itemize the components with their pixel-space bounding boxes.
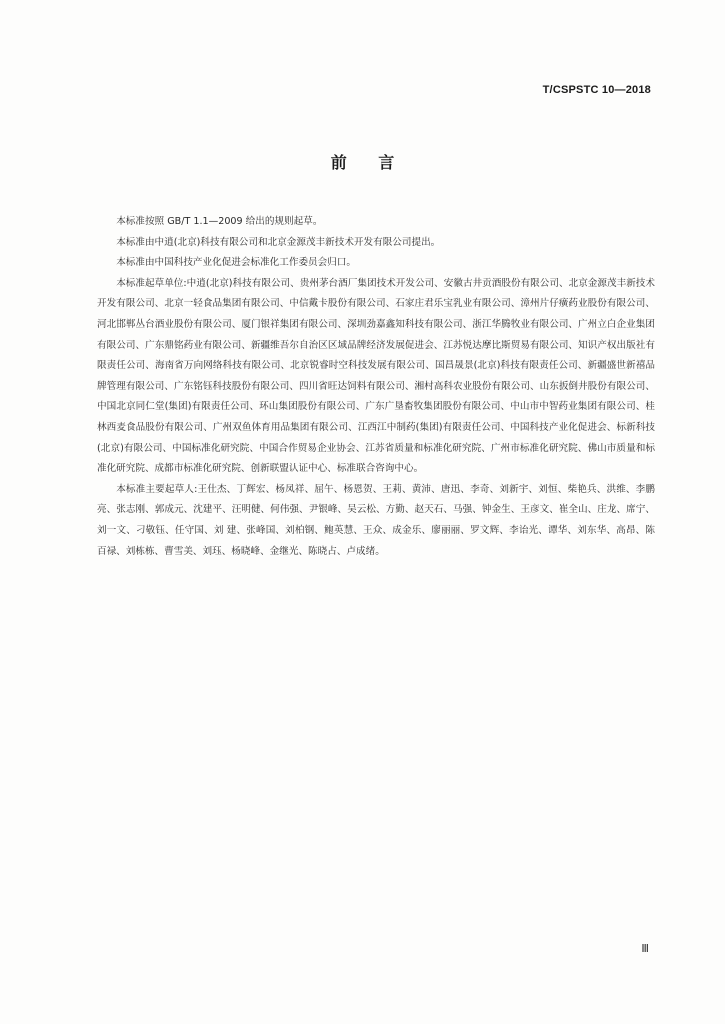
- paragraph-centralized-unit: 本标准由中国科技产业化促进会标准化工作委员会归口。: [116, 257, 357, 269]
- standard-code: T/CSPSTC 10—2018: [542, 84, 651, 96]
- paragraph-drafting-rules: 本标准按照 GB/T 1.1—2009 给出的规则起草。: [116, 216, 323, 227]
- page-title: 前 言: [330, 153, 395, 172]
- paragraph-drafting-units: 本标准起草单位:中逍(北京)科技有限公司、贵州茅台酒厂集团技术开发公司、安徽古井贡酒股份有限公司、北京金源茂丰新技术开发有限公司、北京一轻食品集团有限公司、中信戴卡股份有限公司、石家庄君乐宝乳业有限公司、漳州片仔癀药业股份有限公司、河北邯郸丛台酒业股份有限公司、厦门银祥集团有限公司、深圳劲嘉鑫知科技有限公司、浙江华腾牧业有限公司、广州立白企业集团有限公司、广东鼎铭药业有限公司、新疆维吾尔自治区区域品牌经济发展促进会、江苏悦达摩比斯贸易有限公司、知识产权出版社有限责任公司、海南省万向网络科技有限公司、北京锐睿时空科技发展有限公司、国昌晟景(北京)科技有限责任公司、新疆盛世新禧品牌管理有限公司、广东铭钰科技股份有限公司、四川省旺达饲料有限公司、湘村高科农业股份有限公司、山东扳倒井股份有限公司、中国北京同仁堂(集团)有限责任公司、环山集团股份有限公司、广东广垦畜牧集团股份有限公司、中山市中智药业集团有限公司、桂林西麦食品股份有限公司、广州双鱼体育用品集团有限公司、江西江中制药(集团)有限责任公司、中国科技产业化促进会、标新科技(北京)有限公司、中国标准化研究院、中国合作贸易企业协会、江苏省质量和标准化研究院、广州市标准化研究院、佛山市质量和标准化研究院、成都市标准化研究院、创新联盟认证中心、标准联合咨询中心。: [97, 277, 655, 475]
- page-number: Ⅲ: [641, 943, 649, 955]
- paragraph-drafters: 本标准主要起草人:王仕杰、丁辉宏、杨凤祥、屈午、杨恩贺、王莉、黄沛、唐迅、李奇、刘新宇、刘恒、柴艳兵、洪维、李鹏亮、张志刚、郭成元、沈建平、汪明健、何伟强、尹银峰、吴云松、方勤、赵天石、马强、钟金生、王彦文、崔全山、庄龙、席宁、刘一文、刁敬钰、任守国、刘 建、张峰国、刘柏钢、鲍英慧、王众、成金乐、廖丽丽、罗文辉、李诒光、谭华、刘东华、高昂、陈百禄、刘栋栋、曹雪美、刘珏、杨晓峰、金继光、陈晓占、卢成绪。: [97, 483, 655, 557]
- foreword-body: [97, 212, 655, 562]
- paragraph-proposer: 本标准由中逍(北京)科技有限公司和北京金源茂丰新技术开发有限公司提出。: [116, 236, 441, 248]
